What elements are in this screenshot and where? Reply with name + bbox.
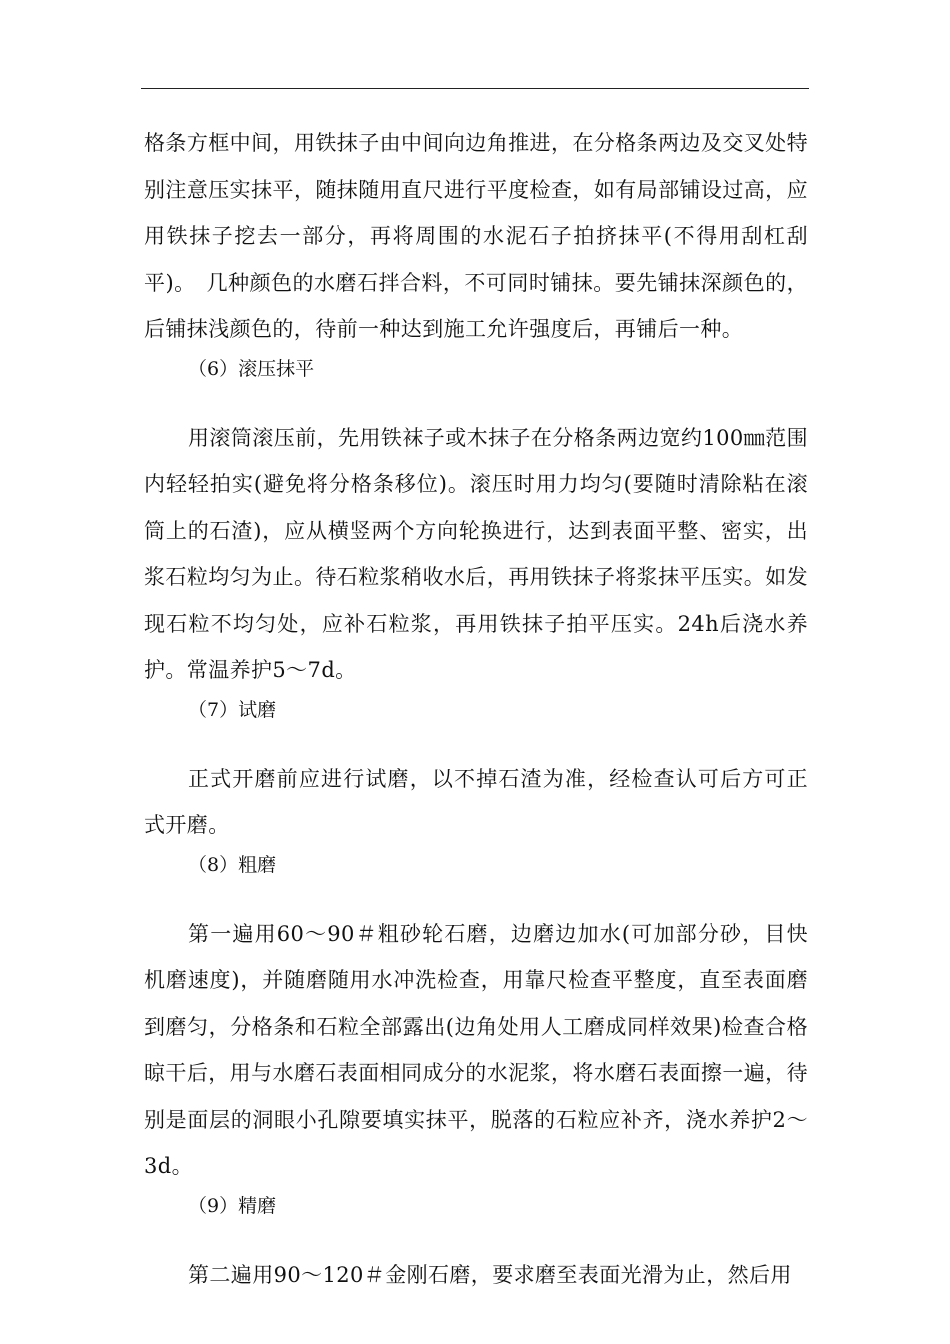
section-heading-rolling: （6）滚压抹平 bbox=[188, 357, 315, 380]
paragraph-fine-grinding: 第二遍用90～120＃金刚石磨，要求磨至表面光滑为止，然后用 bbox=[188, 1262, 792, 1287]
document-body bbox=[144, 120, 808, 1298]
header-rule bbox=[141, 88, 809, 89]
section-heading-trial-grinding: （7）试磨 bbox=[188, 698, 277, 721]
section-heading-rough-grinding: （8）粗磨 bbox=[188, 853, 277, 876]
section-heading-fine-grinding: （9）精磨 bbox=[188, 1194, 277, 1217]
paragraph-rolling: 用滚筒滚压前，先用铁袜子或木抹子在分格条两边宽约100㎜范围内轻轻拍实(避免将分格条移位)。滚压时用力均匀(要随时清除粘在滚筒上的石渣)，应从横竖两个方向轮换进行，达到表面平整、密实，出浆石粒均匀为止。待石粒浆稍收水后，再用铁抹子将浆抹平压实。如发现石粒不均匀处，应补石粒浆，再用铁抹子拍平压实。24h后浇水养护。常温养护5～7d。 bbox=[144, 425, 808, 682]
paragraph-rough-grinding: 第一遍用60～90＃粗砂轮石磨，边磨边加水(可加部分砂，目快机磨速度)，并随磨随用水冲洗检查，用靠尺检查平整度，直至表面磨到磨匀，分格条和石粒全部露出(边角处用人工磨成同样效果)检查合格晾干后，用与水磨石表面相同成分的水泥浆，将水磨石表面擦一遍，待别是面层的洞眼小孔隙要填实抹平，脱落的石粒应补齐，浇水养护2～3d。 bbox=[144, 921, 808, 1178]
paragraph-continued: 格条方框中间，用铁抹子由中间向边角推进，在分格条两边及交叉处特别注意压实抹平，随抹随用直尺进行平度检查，如有局部铺设过高，应用铁抹子挖去一部分，再将周围的水泥石子拍挤抹平(不得用刮杠刮平)。 几种颜色的水磨石拌合料，不可同时铺抹。要先铺抹深颜色的，后铺抹浅颜色的，待前一种达到施工允许强度后，再铺后一种。 bbox=[144, 131, 808, 341]
paragraph-trial-grinding: 正式开磨前应进行试磨，以不掉石渣为准，经检查认可后方可正式开磨。 bbox=[144, 766, 808, 837]
